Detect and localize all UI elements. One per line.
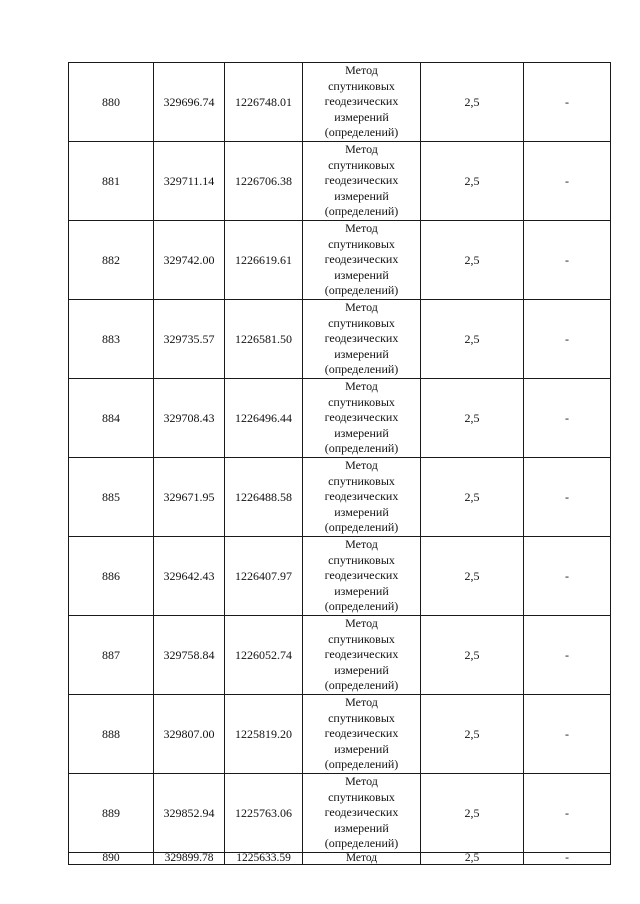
y-coordinate-cell: 1226496.44 bbox=[225, 379, 303, 458]
method-line: измерений bbox=[334, 425, 389, 440]
x-coordinate-cell: 329711.14 bbox=[154, 142, 225, 221]
extra-cell: - bbox=[524, 221, 611, 300]
method-cell bbox=[303, 458, 421, 537]
method-line: геодезических bbox=[324, 252, 399, 267]
method-cell bbox=[303, 379, 421, 458]
y-coordinate-cell: 1225633.59 bbox=[225, 853, 303, 865]
x-coordinate-cell: 329696.74 bbox=[154, 63, 225, 142]
method-line: Метод bbox=[345, 221, 378, 236]
point-number-cell: 889 bbox=[69, 774, 154, 853]
method-line: геодезических bbox=[324, 173, 399, 188]
method-line: измерений bbox=[334, 504, 389, 519]
method-cell bbox=[303, 300, 421, 379]
method-line: Метод bbox=[345, 379, 378, 394]
point-number-cell: 880 bbox=[69, 63, 154, 142]
method-line: Метод bbox=[345, 616, 378, 631]
method-line: Метод bbox=[345, 774, 378, 789]
y-coordinate-cell: 1225763.06 bbox=[225, 774, 303, 853]
table-row bbox=[69, 853, 611, 865]
table-row bbox=[69, 221, 611, 300]
accuracy-cell: 2,5 bbox=[421, 458, 524, 537]
method-line: спутниковых bbox=[328, 789, 395, 804]
x-coordinate-cell: 329671.95 bbox=[154, 458, 225, 537]
method-line: спутниковых bbox=[328, 315, 395, 330]
method-line: измерений bbox=[334, 662, 389, 677]
method-line: геодезических bbox=[324, 489, 399, 504]
accuracy-cell: 2,5 bbox=[421, 63, 524, 142]
y-coordinate-cell: 1226407.97 bbox=[225, 537, 303, 616]
method-line: измерений bbox=[334, 346, 389, 361]
method-cell bbox=[303, 774, 421, 853]
method-line: спутниковых bbox=[328, 631, 395, 646]
table-row bbox=[69, 774, 611, 853]
x-coordinate-cell: 329852.94 bbox=[154, 774, 225, 853]
extra-cell: - bbox=[524, 695, 611, 774]
method-line: спутниковых bbox=[328, 552, 395, 567]
extra-cell: - bbox=[524, 379, 611, 458]
method-line: Метод bbox=[345, 142, 378, 157]
coordinates-table bbox=[68, 62, 611, 865]
x-coordinate-cell: 329708.43 bbox=[154, 379, 225, 458]
method-line: Метод bbox=[345, 537, 378, 552]
method-line: геодезических bbox=[324, 805, 399, 820]
table-row bbox=[69, 142, 611, 221]
method-line: геодезических bbox=[324, 331, 399, 346]
table-row bbox=[69, 379, 611, 458]
method-line: (определений) bbox=[324, 283, 399, 298]
point-number-cell: 890 bbox=[69, 853, 154, 865]
y-coordinate-cell: 1226619.61 bbox=[225, 221, 303, 300]
x-coordinate-cell: 329899.78 bbox=[154, 853, 225, 865]
point-number-cell: 886 bbox=[69, 537, 154, 616]
accuracy-cell: 2,5 bbox=[421, 537, 524, 616]
method-line: геодезических bbox=[324, 410, 399, 425]
y-coordinate-cell: 1226706.38 bbox=[225, 142, 303, 221]
method-line: (определений) bbox=[324, 204, 399, 219]
y-coordinate-cell: 1225819.20 bbox=[225, 695, 303, 774]
method-line: измерений bbox=[334, 188, 389, 203]
method-line: Метод bbox=[345, 63, 378, 78]
method-line: геодезических bbox=[324, 94, 399, 109]
method-line: спутниковых bbox=[328, 236, 395, 251]
method-line: (определений) bbox=[324, 678, 399, 693]
method-line: спутниковых bbox=[328, 157, 395, 172]
extra-cell: - bbox=[524, 300, 611, 379]
table-row bbox=[69, 300, 611, 379]
extra-cell: - bbox=[524, 458, 611, 537]
point-number-cell: 888 bbox=[69, 695, 154, 774]
method-line: (определений) bbox=[324, 520, 399, 535]
y-coordinate-cell: 1226052.74 bbox=[225, 616, 303, 695]
coordinates-table-body bbox=[69, 63, 611, 865]
y-coordinate-cell: 1226748.01 bbox=[225, 63, 303, 142]
method-line: измерений bbox=[334, 820, 389, 835]
accuracy-cell: 2,5 bbox=[421, 853, 524, 865]
table-row bbox=[69, 537, 611, 616]
table-row bbox=[69, 695, 611, 774]
point-number-cell: 884 bbox=[69, 379, 154, 458]
point-number-cell: 887 bbox=[69, 616, 154, 695]
method-line: геодезических bbox=[324, 647, 399, 662]
table-row bbox=[69, 616, 611, 695]
method-line: спутниковых bbox=[328, 394, 395, 409]
accuracy-cell: 2,5 bbox=[421, 379, 524, 458]
point-number-cell: 881 bbox=[69, 142, 154, 221]
point-number-cell: 885 bbox=[69, 458, 154, 537]
method-cell bbox=[303, 537, 421, 616]
x-coordinate-cell: 329642.43 bbox=[154, 537, 225, 616]
accuracy-cell: 2,5 bbox=[421, 300, 524, 379]
y-coordinate-cell: 1226488.58 bbox=[225, 458, 303, 537]
method-line: (определений) bbox=[324, 757, 399, 772]
point-number-cell: 883 bbox=[69, 300, 154, 379]
method-line: (определений) bbox=[324, 441, 399, 456]
table-row bbox=[69, 63, 611, 142]
x-coordinate-cell: 329735.57 bbox=[154, 300, 225, 379]
accuracy-cell: 2,5 bbox=[421, 142, 524, 221]
y-coordinate-cell: 1226581.50 bbox=[225, 300, 303, 379]
method-line: измерений bbox=[334, 267, 389, 282]
method-line: спутниковых bbox=[328, 78, 395, 93]
extra-cell: - bbox=[524, 537, 611, 616]
extra-cell: - bbox=[524, 774, 611, 853]
method-line: (определений) bbox=[324, 599, 399, 614]
accuracy-cell: 2,5 bbox=[421, 774, 524, 853]
method-cell bbox=[303, 695, 421, 774]
method-line: Метод bbox=[345, 695, 378, 710]
method-line: геодезических bbox=[324, 568, 399, 583]
accuracy-cell: 2,5 bbox=[421, 695, 524, 774]
method-cell bbox=[303, 221, 421, 300]
method-line: (определений) bbox=[324, 362, 399, 377]
method-line: измерений bbox=[334, 583, 389, 598]
method-cell: Метод bbox=[303, 853, 421, 865]
table-row bbox=[69, 458, 611, 537]
x-coordinate-cell: 329742.00 bbox=[154, 221, 225, 300]
method-line: (определений) bbox=[324, 836, 399, 851]
extra-cell: - bbox=[524, 63, 611, 142]
accuracy-cell: 2,5 bbox=[421, 616, 524, 695]
method-line: геодезических bbox=[324, 726, 399, 741]
x-coordinate-cell: 329758.84 bbox=[154, 616, 225, 695]
method-line: измерений bbox=[334, 109, 389, 124]
method-line: Метод bbox=[345, 300, 378, 315]
method-line: спутниковых bbox=[328, 710, 395, 725]
extra-cell: - bbox=[524, 853, 611, 865]
method-cell bbox=[303, 63, 421, 142]
method-line: (определений) bbox=[324, 125, 399, 140]
extra-cell: - bbox=[524, 142, 611, 221]
method-cell bbox=[303, 142, 421, 221]
method-line: измерений bbox=[334, 741, 389, 756]
x-coordinate-cell: 329807.00 bbox=[154, 695, 225, 774]
point-number-cell: 882 bbox=[69, 221, 154, 300]
method-cell bbox=[303, 616, 421, 695]
extra-cell: - bbox=[524, 616, 611, 695]
method-line: спутниковых bbox=[328, 473, 395, 488]
accuracy-cell: 2,5 bbox=[421, 221, 524, 300]
method-line: Метод bbox=[345, 458, 378, 473]
